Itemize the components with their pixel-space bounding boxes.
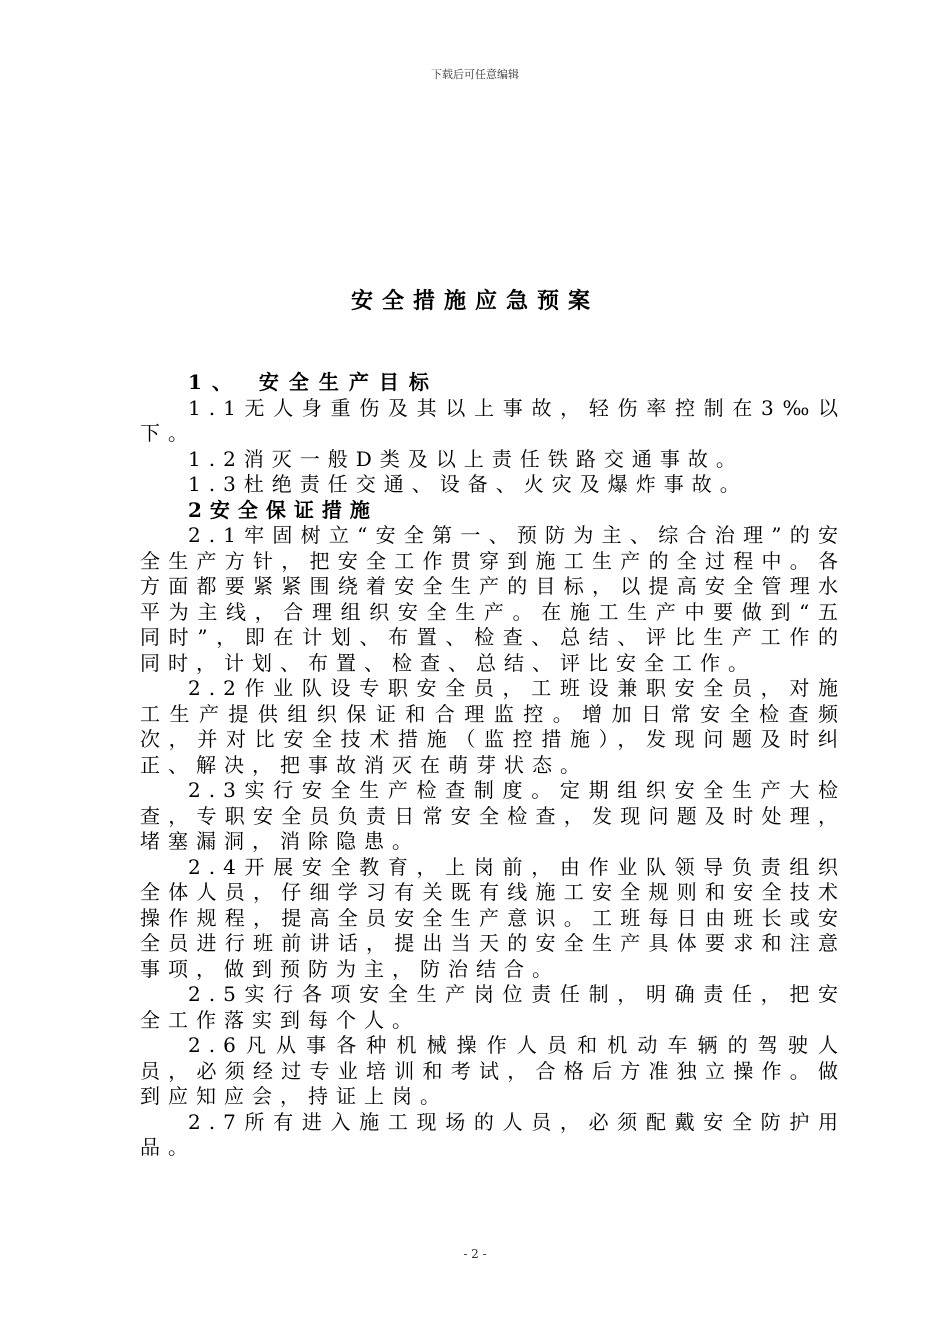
document-body xyxy=(140,370,846,1161)
section-heading-safety-goals: 1、 安全生产目标 xyxy=(188,370,439,394)
paragraph-2-6: 2.6凡从事各种机械操作人员和机动车辆的驾驶人员，必须经过专业培训和考试，合格后方准独立操作。做到应知应会，持证上岗。 xyxy=(140,1033,846,1108)
paragraph-2-4: 2.4开展安全教育，上岗前，由作业队领导负责组织全体人员，仔细学习有关既有线施工安全规则和安全技术操作规程，提高全员安全生产意识。工班每日由班长或安全员进行班前讲话，提出当天的安全生产具体要求和注意事项，做到预防为主，防治结合。 xyxy=(140,854,846,981)
header-note: 下载后可任意编辑 xyxy=(431,68,519,81)
paragraph-2-7: 2.7所有进入施工现场的人员，必须配戴安全防护用品。 xyxy=(140,1109,846,1159)
paragraph-1-1: 1.1无人身重伤及其以上事故，轻伤率控制在3‰以下。 xyxy=(140,395,846,445)
document-title: 安全措施应急预案 xyxy=(350,288,599,314)
paragraph-2-2: 2.2作业队设专职安全员，工班设兼职安全员，对施工生产提供组织保证和合理监控。增加日常安全检查频次，并对比安全技术措施（监控措施），发现问题及时纠正、解决，把事故消灭在萌芽状态。 xyxy=(140,676,846,777)
paragraph-2-5: 2.5实行各项安全生产岗位责任制，明确责任，把安全工作落实到每个人。 xyxy=(140,982,846,1032)
paragraph-1-2: 1.2消灭一般D类及以上责任铁路交通事故。 xyxy=(188,446,744,471)
paragraph-2-1: 2.1牢固树立“安全第一、预防为主、综合治理”的安全生产方针，把安全工作贯穿到施工生产的全过程中。各方面都要紧紧围绕着安全生产的目标，以提高安全管理水平为主线，合理组织安全生产。在施工生产中要做到“五同时”，即在计划、布置、检查、总结、评比生产工作的同时，计划、布置、检查、总结、评比安全工作。 xyxy=(140,523,846,675)
page-number: - 2 - xyxy=(463,1247,487,1261)
paragraph-1-3: 1.3杜绝责任交通、设备、火灾及爆炸事故。 xyxy=(188,472,748,496)
section-heading-safety-measures: 2安全保证措施 xyxy=(188,497,378,522)
paragraph-2-3: 2.3实行安全生产检查制度。定期组织安全生产大检查，专职安全员负责日常安全检查，发现问题及时处理，堵塞漏洞，消除隐患。 xyxy=(140,778,846,853)
